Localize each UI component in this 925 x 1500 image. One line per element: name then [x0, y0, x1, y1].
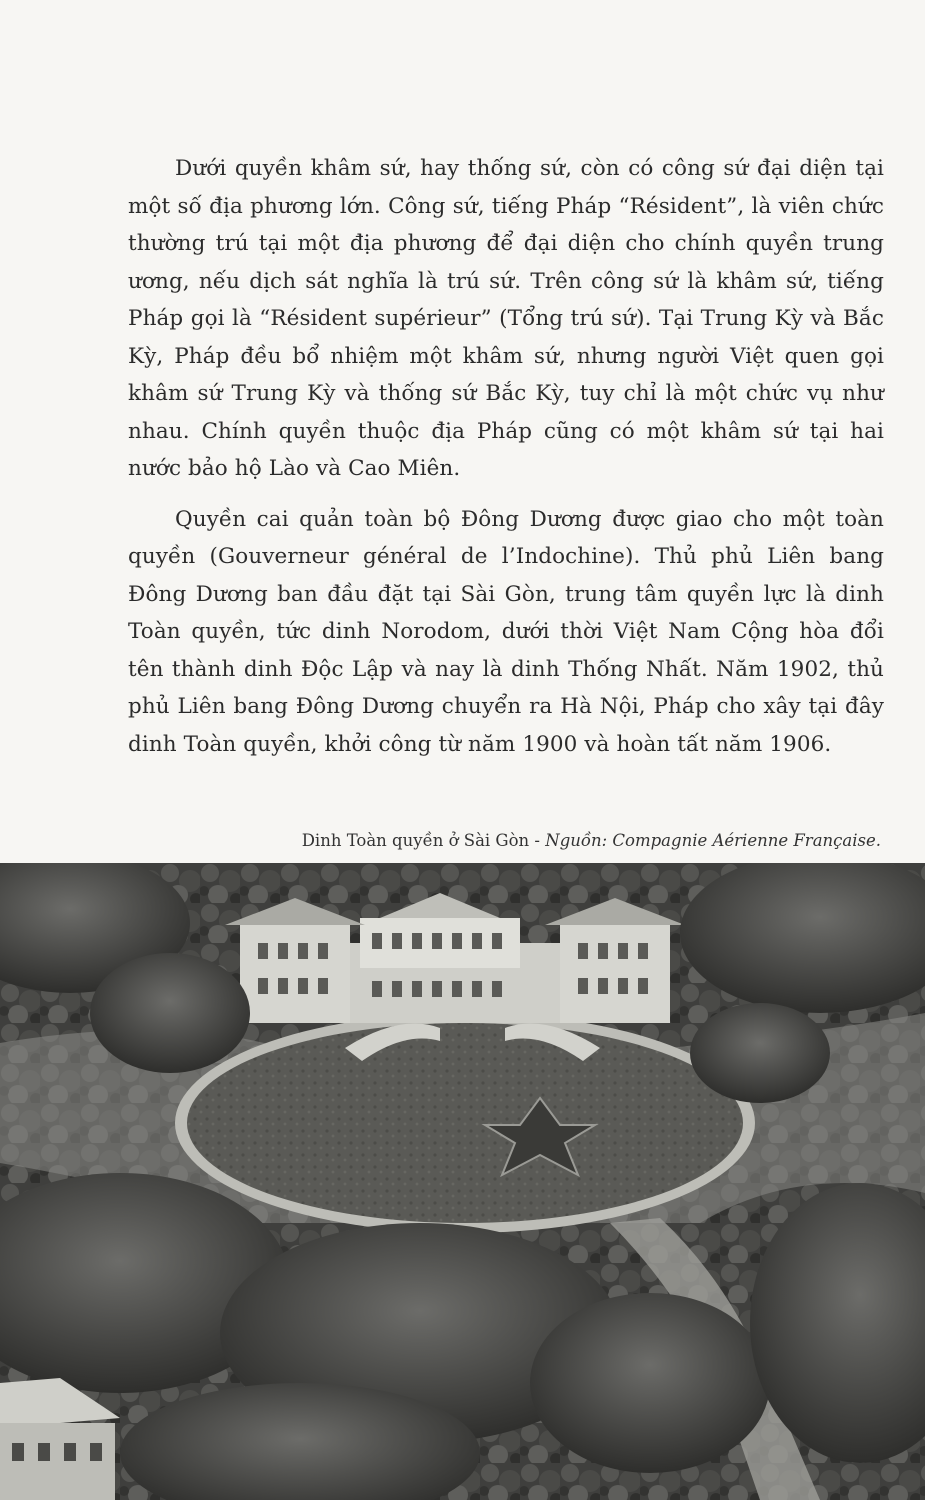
caption-source: Nguồn: Compagnie Aérienne Française. — [545, 831, 881, 850]
caption-title: Dinh Toàn quyền ở Sài Gòn - — [301, 831, 546, 850]
aerial-photo-governor-palace — [0, 863, 925, 1500]
body-text — [128, 150, 884, 776]
photo-caption — [302, 829, 881, 853]
paragraph-2: Quyền cai quản toàn bộ Đông Dương được giao cho một toàn quyền (Gouverneur général de l’Indochine). Thủ phủ Liên bang Đông Dương ban đầu đặt tại Sài Gòn, trung tâm quyền lực là dinh Toàn quyền, tức dinh Norodom, dưới thời Việt Nam Cộng hòa đổi tên thành dinh Độc Lập và nay là dinh Thống Nhất. Năm 1902, thủ phủ Liên bang Đông Dương chuyển ra Hà Nội, Pháp cho xây tại đây dinh Toàn quyền, khởi công từ năm 1900 và hoàn tất năm 1906. — [128, 506, 884, 757]
paragraph-1: Dưới quyền khâm sứ, hay thống sứ, còn có công sứ đại diện tại một số địa phương lớn. Công sứ, tiếng Pháp “Résident”, là viên chức thường trú tại một địa phương để đại diện cho chính quyền trung ương, nếu dịch sát nghĩa là trú sứ. Trên công sứ là khâm sứ, tiếng Pháp gọi là “Résident supérieur” (Tổng trú sứ). Tại Trung Kỳ và Bắc Kỳ, Pháp đều bổ nhiệm một khâm sứ, nhưng người Việt quen gọi khâm sứ Trung Kỳ và thống sứ Bắc Kỳ, tuy chỉ là một chức vụ như nhau. Chính quyền thuộc địa Pháp cũng có một khâm sứ tại hai nước bảo hộ Lào và Cao Miên. — [128, 156, 884, 481]
